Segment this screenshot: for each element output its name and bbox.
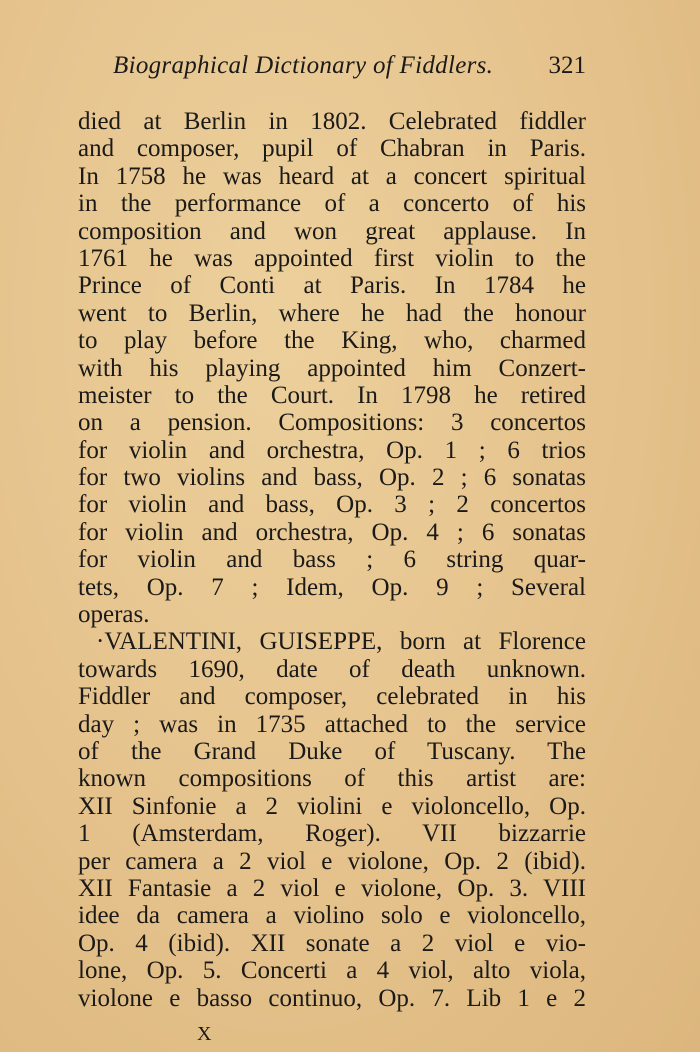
text-line: day ; was in 1735 attached to the service: [78, 710, 586, 738]
text-line: operas.: [78, 601, 150, 629]
text-line: known compositions of this artist are:: [78, 765, 586, 793]
text-line: Prince of Conti at Paris. In 1784 he: [78, 272, 586, 300]
text-line: of the Grand Duke of Tuscany. The: [78, 737, 586, 765]
text-line: In 1758 he was heard at a concert spiritual: [78, 162, 586, 190]
text-line: on a pension. Compositions: 3 concertos: [78, 409, 586, 437]
text-line: 1761 he was appointed first violin to the: [78, 244, 586, 272]
text-line: XII Sinfonie a 2 violini e violoncello, Op.: [78, 792, 586, 820]
text-line: for violin and orchestra, Op. 4 ; 6 sonatas: [78, 518, 586, 546]
text-line: in the performance of a concerto of his: [78, 190, 586, 218]
text-line: meister to the Court. In 1798 he retired: [78, 381, 586, 409]
text-line: and composer, pupil of Chabran in Paris.: [78, 135, 586, 163]
text-line: composition and won great applause. In: [78, 217, 586, 245]
text-line: for violin and orchestra, Op. 1 ; 6 trios: [78, 436, 586, 464]
text-line: went to Berlin, where he had the honour: [78, 299, 586, 327]
text-line: died at Berlin in 1802. Celebrated fiddler: [78, 108, 586, 135]
text-line: for two violins and bass, Op. 2 ; 6 sonatas: [78, 464, 586, 492]
text-line: to play before the King, who, charmed: [78, 327, 586, 355]
text-line: towards 1690, date of death unknown.: [78, 655, 586, 683]
running-title: Biographical Dictionary of Fiddlers.: [113, 52, 494, 79]
page-number: 321: [548, 52, 586, 79]
text-line: tets, Op. 7 ; Idem, Op. 9 ; Several: [78, 573, 586, 601]
text-line: for violin and bass ; 6 string quar-: [78, 546, 586, 574]
text-line: with his playing appointed him Conzert-: [78, 354, 586, 382]
body-text: [78, 108, 586, 1012]
running-head: [78, 52, 586, 92]
signature-mark: X: [197, 1023, 212, 1045]
text-line: per camera a 2 viol e violone, Op. 2 (ibid).: [78, 847, 586, 875]
entry-heading-line: ·VALENTINI, GUISEPPE, born at Florence: [96, 628, 586, 656]
text-line: violone e basso continuo, Op. 7. Lib 1 e 2: [78, 984, 586, 1012]
text-line: idee da camera a violino solo e violoncello,: [78, 902, 586, 930]
text-line: for violin and bass, Op. 3 ; 2 concertos: [78, 491, 586, 519]
text-line: lone, Op. 5. Concerti a 4 viol, alto viola,: [78, 957, 586, 985]
text-line: Fiddler and composer, celebrated in his: [78, 683, 586, 711]
text-line: 1 (Amsterdam, Roger). VII bizzarrie: [78, 820, 586, 848]
text-line: XII Fantasie a 2 viol e violone, Op. 3. VIII: [78, 874, 586, 902]
text-line: Op. 4 (ibid). XII sonate a 2 viol e vio-: [78, 929, 586, 957]
